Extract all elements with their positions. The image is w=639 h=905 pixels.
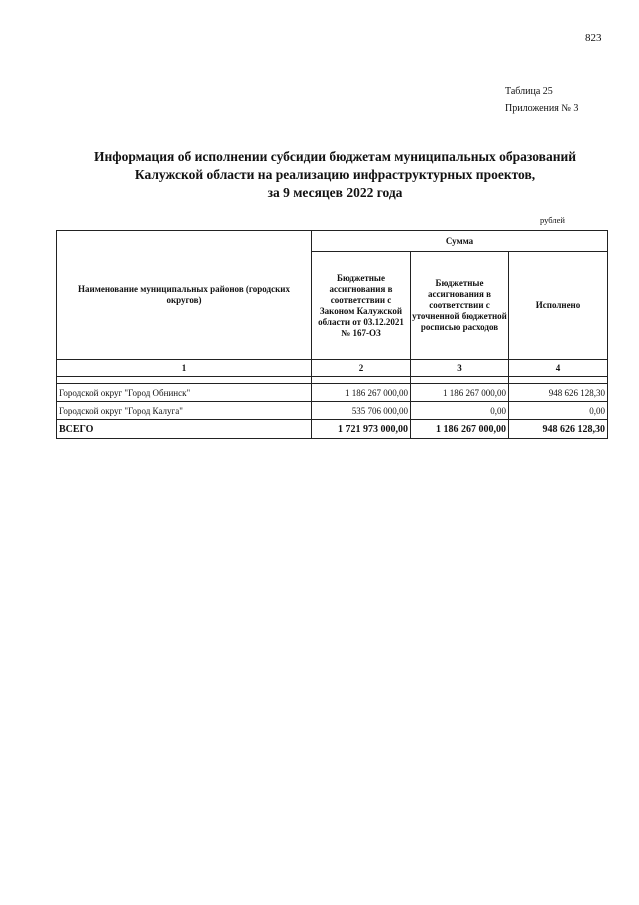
executed-amount: 0,00: [509, 402, 608, 420]
title-line-3: за 9 месяцев 2022 года: [267, 185, 403, 200]
municipality-name: Городской округ "Город Обнинск": [57, 384, 312, 402]
total-refined-amount: 1 186 267 000,00: [411, 420, 509, 439]
table-row: [57, 384, 608, 402]
title-line-1: Информация об исполнении субсидии бюджетам муниципальных образований: [93, 149, 577, 164]
refined-amount: 1 186 267 000,00: [411, 384, 509, 402]
law-amount: 535 706 000,00: [312, 402, 411, 420]
spacer-row: [57, 377, 608, 384]
appendix-reference: Приложения № 3: [505, 103, 579, 114]
total-executed-amount: 948 626 128,30: [509, 420, 608, 439]
header-law-allocations: Бюджетные ассигнования в соответствии с Законом Калужской области от 03.12.2021 № 167-ОЗ: [312, 252, 411, 360]
column-numbers-row: [57, 360, 608, 377]
municipality-name: Городской округ "Город Калуга": [57, 402, 312, 420]
header-refined-allocations: Бюджетные ассигнования в соответствии с уточненной бюджетной росписью расходов: [411, 252, 509, 360]
total-row: [57, 420, 608, 439]
header-sum: Сумма: [312, 231, 608, 252]
column-number: 1: [57, 360, 312, 377]
subsidy-table: [56, 230, 608, 439]
units-label: рублей: [540, 215, 565, 225]
header-municipality: Наименование муниципальных районов (городских округов): [57, 231, 312, 360]
page-number: 823: [585, 32, 602, 44]
title-line-2: Калужской области на реализацию инфраструктурных проектов,: [134, 167, 536, 182]
total-law-amount: 1 721 973 000,00: [312, 420, 411, 439]
executed-amount: 948 626 128,30: [509, 384, 608, 402]
column-number: 3: [411, 360, 509, 377]
document-title: [60, 148, 610, 202]
total-label: ВСЕГО: [57, 420, 312, 439]
table-row: [57, 402, 608, 420]
header-executed: Исполнено: [509, 252, 608, 360]
law-amount: 1 186 267 000,00: [312, 384, 411, 402]
column-number: 4: [509, 360, 608, 377]
table-number: Таблица 25: [505, 86, 553, 97]
refined-amount: 0,00: [411, 402, 509, 420]
column-number: 2: [312, 360, 411, 377]
